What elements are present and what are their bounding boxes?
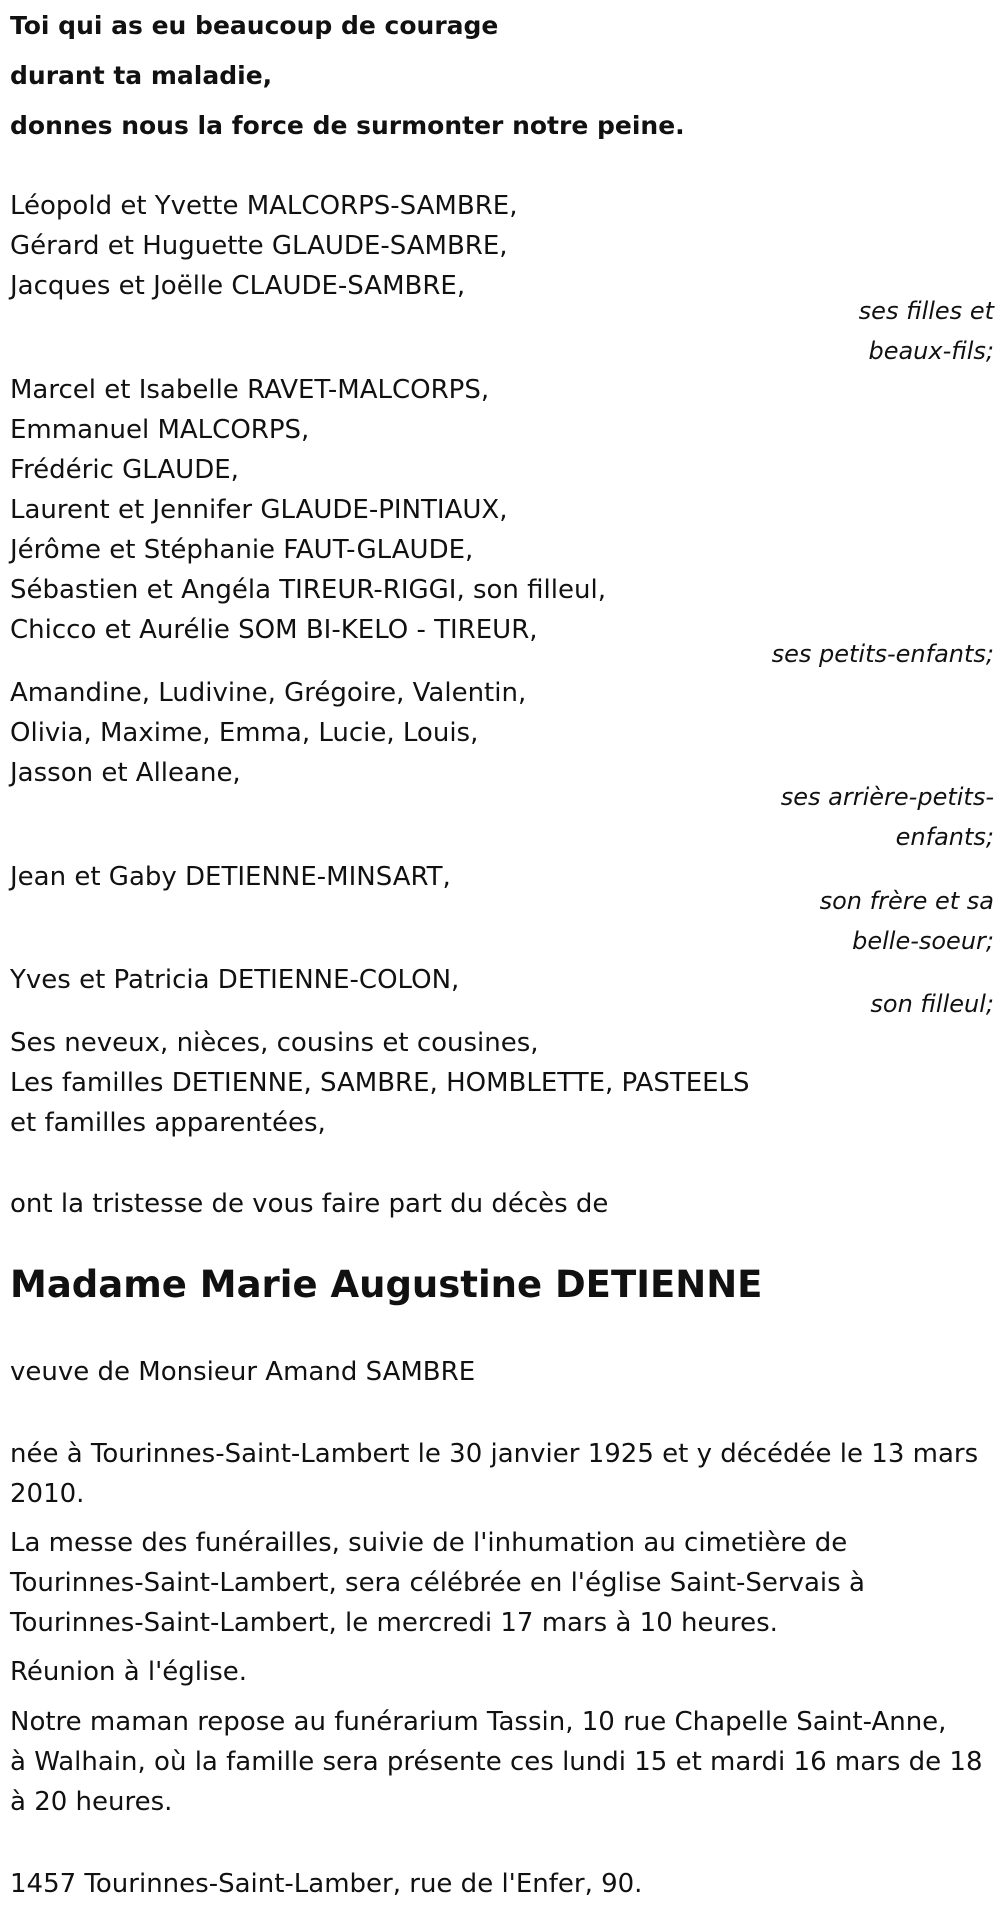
address: 1457 Tourinnes-Saint-Lamber, rue de l'Enfer, 90. bbox=[10, 1869, 643, 1899]
family-line: et familles apparentées, bbox=[10, 1108, 326, 1138]
visitation-line: à Walhain, où la famille sera présente ces lundi 15 et mardi 16 mars de 18 bbox=[10, 1747, 983, 1777]
visitation-line: à 20 heures. bbox=[10, 1787, 173, 1817]
family-member: Olivia, Maxime, Emma, Lucie, Louis, bbox=[10, 718, 479, 748]
announcement: ont la tristesse de vous faire part du décès de bbox=[10, 1189, 609, 1219]
relation-label: enfants; bbox=[895, 823, 994, 851]
family-member: Jérôme et Stéphanie FAUT-GLAUDE, bbox=[10, 535, 474, 565]
widow-of: veuve de Monsieur Amand SAMBRE bbox=[10, 1357, 476, 1387]
family-line: Ses neveux, nièces, cousins et cousines, bbox=[10, 1028, 539, 1058]
relation-label: ses petits-enfants; bbox=[771, 640, 994, 668]
family-member: Emmanuel MALCORPS, bbox=[10, 415, 310, 445]
birth-death-line: 2010. bbox=[10, 1479, 85, 1509]
epigraph-line: durant ta maladie, bbox=[10, 61, 273, 90]
funeral-line: Tourinnes-Saint-Lambert, sera célébrée en l'église Saint-Servais à bbox=[10, 1568, 865, 1598]
relation-label: son frère et sa bbox=[819, 887, 994, 915]
epigraph-line: donnes nous la force de surmonter notre peine. bbox=[10, 111, 685, 140]
relation-label: ses filles et bbox=[858, 297, 994, 325]
family-member: Amandine, Ludivine, Grégoire, Valentin, bbox=[10, 678, 527, 708]
relation-label: beaux-fils; bbox=[868, 337, 994, 365]
funeral-line: Tourinnes-Saint-Lambert, le mercredi 17 mars à 10 heures. bbox=[10, 1608, 778, 1638]
birth-death-line: née à Tourinnes-Saint-Lambert le 30 janvier 1925 et y décédée le 13 mars bbox=[10, 1439, 979, 1469]
family-member: Léopold et Yvette MALCORPS-SAMBRE, bbox=[10, 191, 518, 221]
family-member: Chicco et Aurélie SOM BI-KELO - TIREUR, bbox=[10, 615, 538, 645]
family-member: Frédéric GLAUDE, bbox=[10, 455, 239, 485]
epigraph-line: Toi qui as eu beaucoup de courage bbox=[10, 11, 499, 40]
family-member: Jean et Gaby DETIENNE-MINSART, bbox=[10, 862, 451, 892]
family-member: Marcel et Isabelle RAVET-MALCORPS, bbox=[10, 375, 490, 405]
family-line: Les familles DETIENNE, SAMBRE, HOMBLETTE, PASTEELS bbox=[10, 1068, 750, 1098]
family-member: Sébastien et Angéla TIREUR-RIGGI, son filleul, bbox=[10, 575, 606, 605]
relation-label: belle-soeur; bbox=[852, 927, 994, 955]
relation-label: ses arrière-petits- bbox=[780, 783, 994, 811]
family-member: Gérard et Huguette GLAUDE-SAMBRE, bbox=[10, 231, 508, 261]
funeral-line: La messe des funérailles, suivie de l'inhumation au cimetière de bbox=[10, 1528, 848, 1558]
relation-label: son filleul; bbox=[870, 990, 994, 1018]
family-member: Jacques et Joëlle CLAUDE-SAMBRE, bbox=[10, 271, 466, 301]
visitation-line: Notre maman repose au funérarium Tassin, 10 rue Chapelle Saint-Anne, bbox=[10, 1707, 947, 1737]
deceased-name: Madame Marie Augustine DETIENNE bbox=[10, 1263, 763, 1306]
family-member: Yves et Patricia DETIENNE-COLON, bbox=[10, 965, 460, 995]
family-member: Laurent et Jennifer GLAUDE-PINTIAUX, bbox=[10, 495, 508, 525]
family-member: Jasson et Alleane, bbox=[10, 758, 241, 788]
meeting-note: Réunion à l'église. bbox=[10, 1657, 248, 1687]
